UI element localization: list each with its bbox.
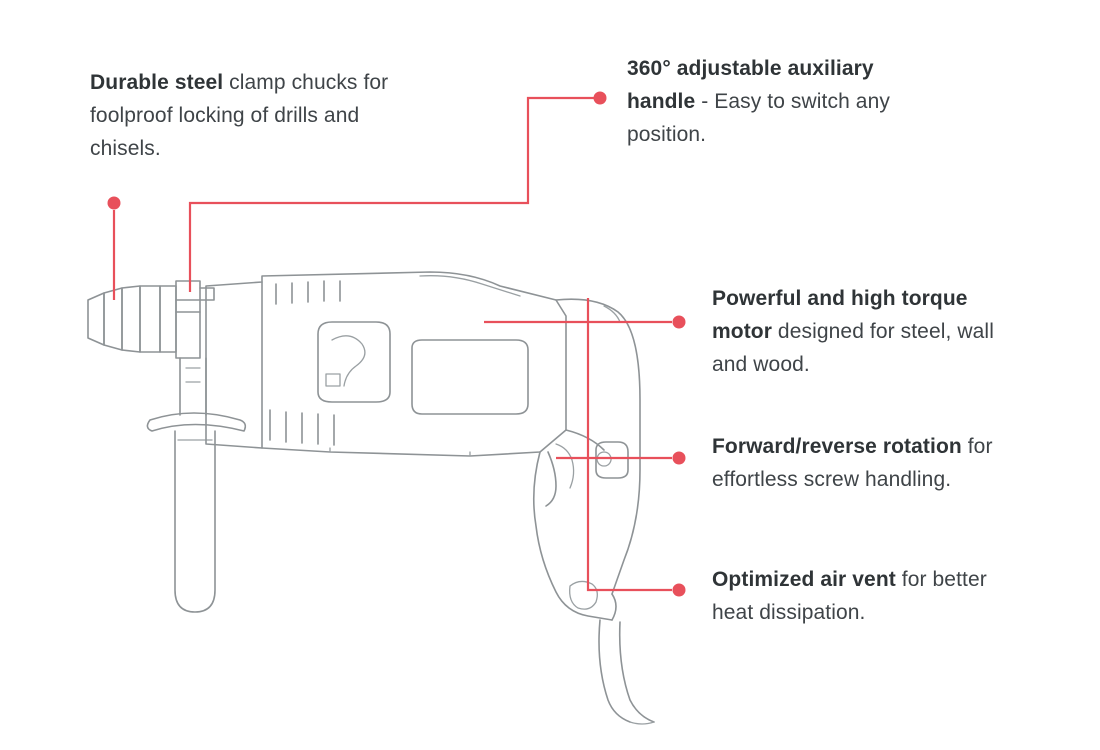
callout-motor-text: designed for steel, wall and wood. xyxy=(712,320,994,376)
callout-chuck-bold: Durable steel xyxy=(90,71,224,94)
drill-illustration xyxy=(88,272,654,724)
callout-rotation xyxy=(712,430,1022,496)
leader-dot-chuck xyxy=(108,197,121,210)
callout-handle xyxy=(627,52,947,151)
leader-dot-rotation xyxy=(673,452,686,465)
callout-vent xyxy=(712,563,1012,629)
callout-motor xyxy=(712,282,1017,381)
callout-rotation-bold: Forward/reverse rotation xyxy=(712,435,962,458)
leader-dot-vent xyxy=(673,584,686,597)
callout-chuck-text: clamp chucks for foolproof locking of drills and chisels. xyxy=(90,71,389,160)
callout-handle-text: - Easy to switch any position. xyxy=(627,90,890,146)
callout-vent-bold: Optimized air vent xyxy=(712,568,896,591)
callout-motor-bold: Powerful and high torque motor xyxy=(712,287,968,343)
leader-lines xyxy=(108,92,686,597)
leader-dot-motor xyxy=(673,316,686,329)
callout-rotation-text: for effortless screw handling. xyxy=(712,435,993,491)
callout-vent-text: for better heat dissipation. xyxy=(712,568,987,624)
callout-handle-bold: 360° adjustable auxiliary handle xyxy=(627,57,874,113)
callout-chuck xyxy=(90,66,430,165)
leader-dot-handle xyxy=(594,92,607,105)
